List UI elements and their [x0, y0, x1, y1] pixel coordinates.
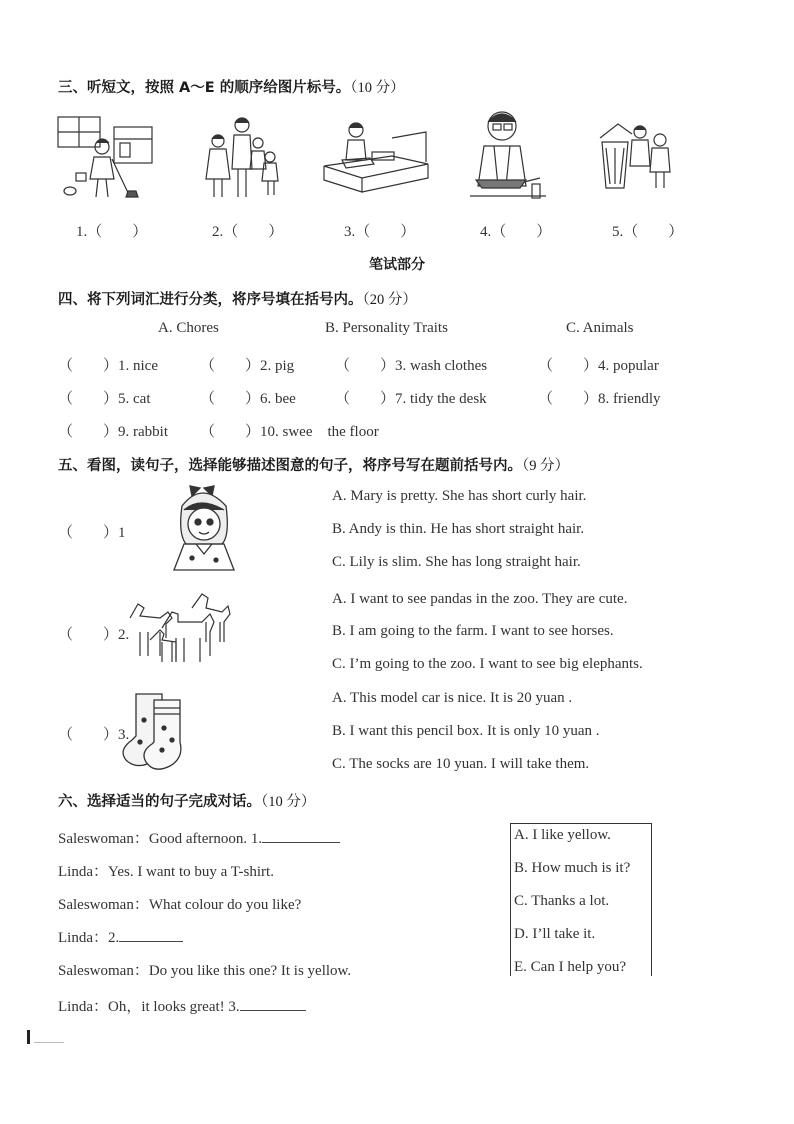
vocab-item-4[interactable]: （ ）4. popular [538, 358, 659, 374]
picture-family-icon [198, 113, 286, 201]
written-part-title: 笔试部分 [369, 257, 425, 273]
q1-option-a: A. Mary is pretty. She has short curly hair. [332, 488, 587, 504]
page-margin-mark [27, 1030, 30, 1044]
q1-option-b: B. Andy is thin. He has short straight hair. [332, 521, 585, 537]
option-e: E. Can I help you? [514, 959, 627, 975]
picture-2-label[interactable]: 2.（ ） [212, 224, 284, 240]
dialogue-line-2: Linda：Yes. I want to buy a T-shirt. [58, 864, 274, 880]
vocab-item-6[interactable]: （ ）6. bee [200, 391, 296, 407]
dialogue-line-6-text: Linda：Oh，it looks great! 3. [58, 999, 240, 1015]
section4-heading [58, 288, 417, 309]
section3-heading [58, 76, 405, 97]
vocab-item-1[interactable]: （ ）1. nice [58, 358, 158, 374]
q2-option-c: C. I’m going to the zoo. I want to see big elephants. [332, 656, 643, 672]
vocab-item-9[interactable]: （ ）9. rabbit [58, 424, 168, 440]
picture-man-cooking-icon [468, 106, 548, 202]
blank-2[interactable] [119, 941, 183, 942]
category-animals: C. Animals [566, 320, 634, 336]
picture-girl-sweeping-icon [56, 113, 160, 201]
page-margin-line [34, 1042, 64, 1043]
picture-3-label[interactable]: 3.（ ） [344, 224, 416, 240]
vocab-item-8[interactable]: （ ）8. friendly [538, 391, 661, 407]
q2-option-a: A. I want to see pandas in the zoo. They are cute. [332, 591, 628, 607]
picture-5-label[interactable]: 5.（ ） [612, 224, 684, 240]
blank-3[interactable] [240, 1010, 306, 1011]
picture-boy-making-bed-icon [322, 116, 432, 196]
dialogue-line-6 [58, 995, 306, 1016]
dialogue-line-5: Saleswoman：Do you like this one? It is yellow. [58, 963, 352, 979]
section6-heading-text: 六、选择适当的句子完成对话。 [58, 794, 261, 810]
section5-points: （9 分） [522, 458, 570, 474]
section3-points: （10 分） [350, 80, 405, 96]
picture-4-label[interactable]: 4.（ ） [480, 224, 552, 240]
vocab-item-2[interactable]: （ ）2. pig [200, 358, 295, 374]
section3-heading-text: 三、听短文，按照 A～E 的顺序给图片标号。 [58, 80, 351, 96]
section6-heading [58, 790, 315, 811]
section4-points: （20 分） [362, 292, 417, 308]
dialogue-line-4 [58, 926, 183, 947]
girl-with-bow-icon [170, 484, 238, 572]
q3-option-a: A. This model car is nice. It is 20 yuan . [332, 690, 573, 706]
dialogue-line-3: Saleswoman：What colour do you like? [58, 897, 302, 913]
category-chores: A. Chores [158, 320, 219, 336]
section6-points: （10 分） [261, 794, 316, 810]
vocab-item-10[interactable]: （ ）10. swee the floor [200, 424, 379, 440]
section5-heading-text: 五、看图，读句子，选择能够描述图意的句子，将序号写在题前括号内。 [58, 458, 522, 474]
q3-answer-label[interactable]: （ ）3. [58, 727, 130, 743]
blank-1[interactable] [262, 842, 340, 843]
section4-heading-text: 四、将下列词汇进行分类，将序号填在括号内。 [58, 292, 363, 308]
vocab-item-7[interactable]: （ ）7. tidy the desk [335, 391, 487, 407]
vocab-item-5[interactable]: （ ）5. cat [58, 391, 151, 407]
dialogue-line-4-text: Linda：2. [58, 930, 120, 946]
section5-heading [58, 454, 569, 475]
q3-option-b: B. I want this pencil box. It is only 10 yuan . [332, 723, 600, 739]
picture-1-label[interactable]: 1.（ ） [76, 224, 148, 240]
option-d: D. I’ll take it. [514, 926, 596, 942]
picture-children-rubbish-icon [596, 118, 680, 192]
q1-option-c: C. Lily is slim. She has long straight hair. [332, 554, 581, 570]
q3-option-c: C. The socks are 10 yuan. I will take them. [332, 756, 590, 772]
category-personality: B. Personality Traits [325, 320, 448, 336]
q2-answer-label[interactable]: （ ）2. [58, 627, 130, 643]
option-b: B. How much is it? [514, 860, 631, 876]
horses-icon [122, 588, 232, 670]
q1-answer-label[interactable]: （ ）1 [58, 525, 126, 541]
dialogue-line-1 [58, 827, 340, 848]
q2-option-b: B. I am going to the farm. I want to see horses. [332, 623, 614, 639]
socks-icon [118, 690, 198, 774]
option-c: C. Thanks a lot. [514, 893, 610, 909]
option-a: A. I like yellow. [514, 827, 611, 843]
dialogue-line-1-text: Saleswoman：Good afternoon. 1. [58, 831, 263, 847]
vocab-item-3[interactable]: （ ）3. wash clothes [335, 358, 488, 374]
